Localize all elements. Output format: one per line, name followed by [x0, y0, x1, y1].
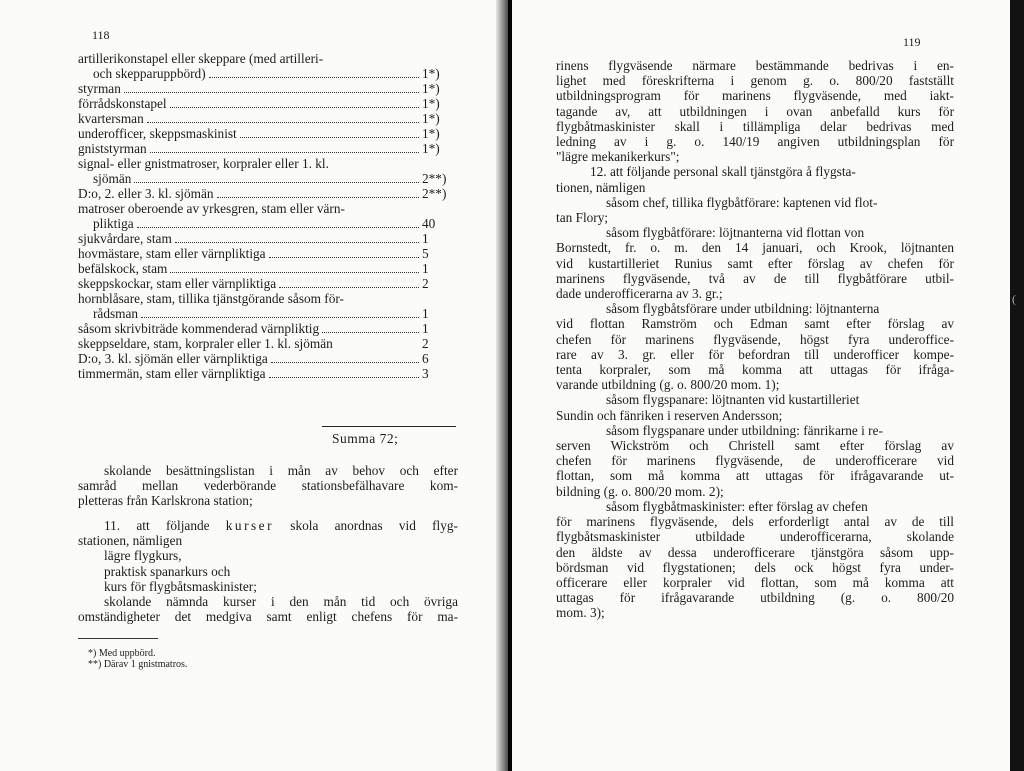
paragraph-staffing [78, 463, 458, 509]
text-line: officerare eller korpraler vid flottan, som må komma att [556, 574, 954, 590]
crew-entry [78, 66, 458, 81]
dot-leader [217, 197, 419, 198]
crew-entry [78, 141, 458, 156]
text-line: tan Flory; [556, 210, 609, 226]
left-page [0, 0, 508, 771]
page-number: 119 [903, 35, 921, 49]
crew-entry-label: signal- eller gnistmatroser, korpraler eller 1. kl. [78, 156, 329, 171]
text-line: vid flottan Ramström och Edman samt efter förslag av [556, 316, 954, 332]
text-line: lighet med föreskrifterna i genom g. o. 800/20 fastställt [556, 73, 954, 89]
text-line: lägre flygkurs, [104, 548, 182, 564]
crew-entry-label: befälskock, stam [78, 261, 168, 276]
crew-entry-count: 1 [422, 306, 429, 321]
text-line: vid kustartilleriet Runius samt efter förslag av chefen för [556, 255, 954, 271]
crew-entry-count: 2 [422, 276, 429, 291]
crew-entry-count: 1*) [422, 66, 440, 81]
text-line: omständigheter det medgiva samt enligt chefens för ma- [78, 609, 458, 625]
text-line: praktisk spanarkurs och [104, 563, 231, 579]
crew-entry-count: 1*) [422, 126, 440, 141]
text-line: Bornstedt, fr. o. m. den 14 januari, och Krook, löjtnanten [556, 240, 954, 256]
crew-entry-label: timmermän, stam eller värnpliktiga [78, 366, 266, 381]
summa-total: Summa 72; [332, 431, 399, 446]
page-edge [1010, 0, 1024, 771]
dot-leader [170, 272, 419, 273]
text-line: rare av 3. gr. eller för befordran till underofficer kompe- [556, 346, 954, 362]
dot-leader [269, 377, 419, 378]
crew-entry-label: pliktiga [93, 216, 134, 231]
crew-entry-count: 3 [422, 366, 429, 381]
text-line: flottan, som må komma att uttagas för ifrågavarande ut- [556, 468, 954, 484]
crew-entry-label: styrman [78, 81, 121, 96]
crew-entry-label: artillerikonstapel eller skeppare (med artilleri- [78, 51, 324, 66]
crew-entry-label: skeppseldare, stam, korpraler eller 1. kl. sjömän [78, 336, 333, 351]
crew-entry-label: sjukvårdare, stam [78, 231, 172, 246]
text-line: rinens flygväsende närmare bestämmande bedrivas i en- [556, 58, 954, 73]
dot-leader [240, 137, 419, 138]
footnote: **) Därav 1 gnistmatros. [88, 659, 188, 670]
text-line: samråd mellan vederbörande stationsbefälhavare kom- [78, 478, 458, 494]
crew-entry [78, 111, 458, 126]
text-line: "lägre mekanikerkurs"; [556, 149, 680, 165]
text-line: flygbåtmaskinister skall i tillämpliga delar bedrivas med [556, 118, 954, 134]
text-line: tagande av, att utbildningen i ovan anbefalld kurs för [556, 103, 954, 119]
summa-rule [322, 426, 456, 427]
dot-leader [279, 287, 419, 288]
dot-leader [150, 152, 419, 153]
text-line: 12. att följande personal skall tjänstgöra å flygsta- [590, 164, 856, 180]
text-line: flygbåtsmaskinister utbildade underofficerarna, skolande [556, 529, 954, 545]
crew-entry [78, 321, 458, 336]
crew-entry-label: såsom skrivbiträde kommenderad värnpliktig [78, 321, 320, 336]
crew-entry-label: kvartersman [78, 111, 144, 126]
paragraph-courses [78, 518, 458, 624]
text-line: varande utbildning (g. o. 800/20 mom. 1); [556, 377, 780, 393]
text-line: såsom flygspanare under utbildning: fänrikarne i re- [606, 422, 883, 438]
footnotes [88, 648, 187, 670]
crew-entry-count: 1*) [422, 111, 440, 126]
crew-entry [78, 351, 458, 366]
crew-entry [78, 81, 458, 96]
emphasis-kurser: kurser [225, 518, 275, 533]
text-line: marinens flygväsende, två av de till flygbåtförare utbil- [556, 270, 954, 286]
dot-leader [124, 92, 419, 93]
crew-entry-label: förrådskonstapel [78, 96, 167, 111]
text-line: tenta korpraler, som må komma att uttagas för ifråga- [556, 362, 954, 378]
text-line: ledning av i g. o. 140/19 angiven utbildningsplan för [556, 134, 954, 150]
crew-entry-count: 1*) [422, 81, 440, 96]
dot-leader [322, 332, 419, 333]
text-line: chefen för marinens flygväsende, högst fyra underoffice- [556, 331, 954, 347]
crew-list [78, 51, 458, 381]
crew-entry [78, 306, 458, 321]
text-line: chefen för marinens flygväsende, de underofficerare vid [556, 453, 954, 469]
text-line [78, 518, 458, 533]
crew-entry [78, 201, 458, 216]
dot-leader [137, 227, 419, 228]
crew-entry [78, 96, 458, 111]
crew-entry-label: D:o, 3. kl. sjömän eller värnpliktiga [78, 351, 268, 366]
crew-entry-count: 5 [422, 246, 429, 261]
crew-entry [78, 216, 458, 231]
text-line: pletteras från Karlskrona station; [78, 493, 253, 509]
crew-entry-label: D:o, 2. eller 3. kl. sjömän [78, 186, 214, 201]
right-column-text [556, 58, 954, 621]
crew-entry-count: 1*) [422, 96, 440, 111]
crew-entry [78, 276, 458, 291]
text-line: såsom flygbåtsförare under utbildning: löjtnanterna [606, 301, 880, 317]
crew-entry-count: 1 [422, 321, 429, 336]
crew-entry-label: sjömän [93, 171, 132, 186]
text-line: skolande nämnda kurser i den mån tid och övriga [104, 594, 458, 610]
crew-entry-label: och skepparuppbörd) [93, 66, 206, 81]
crew-entry [78, 231, 458, 246]
text-line: kurs för flygbåtsmaskinister; [104, 578, 257, 594]
dot-leader [134, 182, 419, 183]
dot-leader [271, 362, 419, 363]
book-spine [496, 0, 512, 771]
crew-entry-label: matroser oberoende av yrkesgren, stam eller värn- [78, 201, 345, 216]
crew-entry-label: gniststyrman [78, 141, 147, 156]
crew-entry-count: 2 [422, 336, 429, 351]
text-line: mom. 3); [556, 605, 605, 621]
text-line: bildning (g. o. 800/20 mom. 2); [556, 483, 724, 499]
crew-entry [78, 336, 458, 351]
crew-entry-count: 2**) [422, 186, 447, 201]
text-line: såsom flygspanare: löjtnanten vid kustartilleriet [606, 392, 860, 408]
crew-entry-label: hovmästare, stam eller värnpliktiga [78, 246, 266, 261]
footnote: *) Med uppbörd. [88, 648, 156, 659]
dot-leader [147, 122, 419, 123]
crew-entry-label: underofficer, skeppsmaskinist [78, 126, 237, 141]
text-line: utbildningsprogram för marinens flygväsende, med iakt- [556, 88, 954, 104]
text-line: dade underofficerarna av 3. gr.; [556, 286, 723, 302]
crew-entry [78, 51, 458, 66]
crew-entry [78, 261, 458, 276]
section-prefix: 11. att följande [104, 518, 210, 533]
text-line: bördsman vid flygstationen; dels ock högst fyra under- [556, 559, 954, 575]
text-line: såsom flygbåtmaskinister: efter förslag av chefen [606, 498, 868, 514]
text-line: serven Wickström och Christell samt efter förslag av [556, 438, 954, 454]
dot-leader [141, 317, 419, 318]
crew-entry-count: 6 [422, 351, 429, 366]
text-line: för marinens flygväsende, dels erforderligt antal av de till [556, 514, 954, 530]
dot-leader [175, 242, 419, 243]
dot-leader [209, 77, 419, 78]
dot-leader [269, 257, 419, 258]
section-suffix: skola anordnas vid flyg- [290, 518, 458, 533]
crew-entry [78, 156, 458, 171]
crew-entry [78, 126, 458, 141]
crew-entry [78, 291, 458, 306]
crew-entry [78, 366, 458, 381]
text-line: skolande besättningslistan i mån av behov och efter [104, 463, 458, 478]
footnote-rule [78, 638, 158, 639]
crew-entry [78, 186, 458, 201]
page-number: 118 [92, 28, 110, 42]
edge-mark: ( [1012, 292, 1016, 306]
dot-leader [170, 107, 419, 108]
crew-entry [78, 171, 458, 186]
crew-entry-label: skeppskockar, stam eller värnpliktiga [78, 276, 277, 291]
crew-entry-label: hornblåsare, stam, tillika tjänstgörande såsom för- [78, 291, 344, 306]
text-line: såsom flygbåtförare: löjtnanterna vid flottan von [606, 225, 865, 241]
text-line: uttagas för ifrågavarande utbildning (g. o. 800/20 [556, 590, 954, 606]
crew-entry-count: 40 [422, 216, 436, 231]
text-line: den äldste av dessa underofficerare tjänstgöra såsom upp- [556, 544, 954, 560]
right-page [512, 0, 1010, 771]
crew-entry-count: 1 [422, 261, 429, 276]
text-line: Sundin och fänriken i reserven Andersson; [556, 407, 783, 423]
crew-entry-count: 1 [422, 231, 429, 246]
crew-entry-count: 1*) [422, 141, 440, 156]
crew-entry-label: rådsman [93, 306, 139, 321]
text-line: tionen, nämligen [556, 179, 646, 195]
crew-entry-count: 2**) [422, 171, 447, 186]
crew-entry [78, 246, 458, 261]
text-line: såsom chef, tillika flygbåtförare: kaptenen vid flot- [606, 194, 878, 210]
text-line: stationen, nämligen [78, 533, 183, 549]
